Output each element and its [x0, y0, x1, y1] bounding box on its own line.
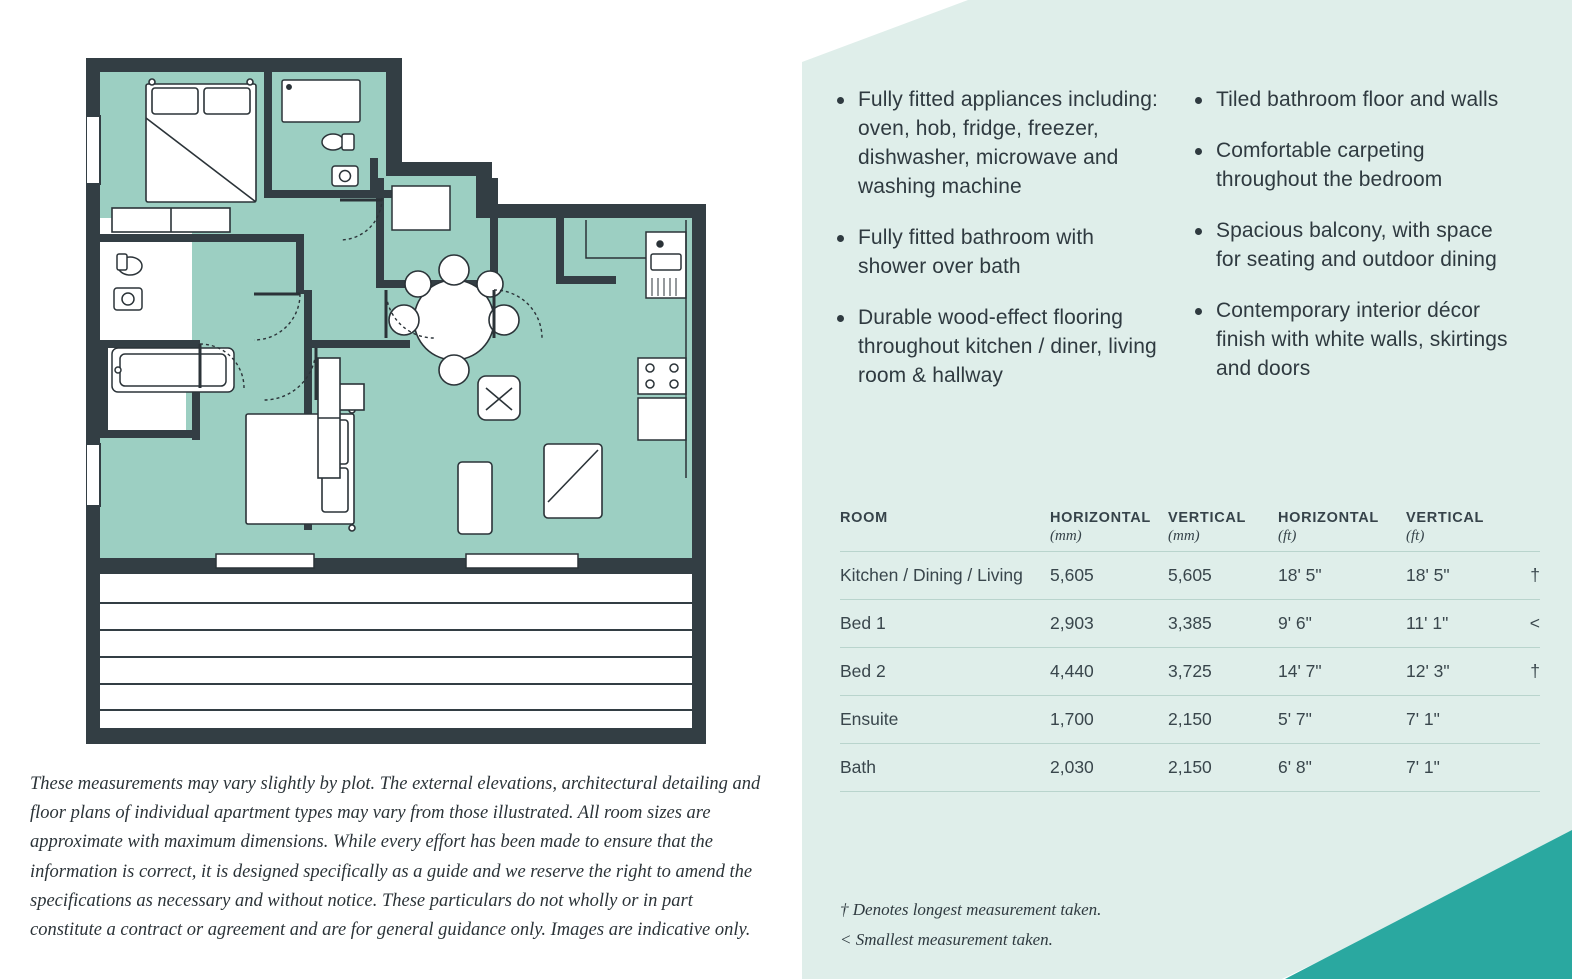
cell-horizontal-ft: 9' 6" [1278, 600, 1406, 648]
feature-item: Contemporary interior décor finish with white walls, skirtings and doors [1190, 297, 1520, 384]
table-row [840, 648, 1540, 696]
column-header-note [1506, 510, 1540, 552]
cell-horizontal-ft: 5' 7" [1278, 696, 1406, 744]
cell-vertical-ft: 12' 3" [1406, 648, 1506, 696]
footnote-longest: † Denotes longest measurement taken. [840, 900, 1102, 919]
cell-vertical-ft: 7' 1" [1406, 744, 1506, 792]
cell-vertical-mm: 3,725 [1168, 648, 1278, 696]
cell-vertical-ft: 11' 1" [1406, 600, 1506, 648]
table-row [840, 552, 1540, 600]
cell-vertical-mm: 5,605 [1168, 552, 1278, 600]
feature-item: Comfortable carpeting throughout the bedroom [1190, 137, 1520, 195]
cell-note: < [1506, 600, 1540, 648]
measurements-table-wrapper [840, 510, 1540, 792]
cell-room: Bath [840, 744, 1050, 792]
cell-horizontal-mm: 4,440 [1050, 648, 1168, 696]
column-header-horizontal-ft: HORIZONTAL (ft) [1278, 510, 1379, 544]
column-header-room: ROOM [840, 510, 888, 526]
cell-room: Ensuite [840, 696, 1050, 744]
cell-note: † [1506, 648, 1540, 696]
cell-horizontal-ft: 14' 7" [1278, 648, 1406, 696]
table-footnotes [840, 895, 1440, 955]
cell-horizontal-mm: 2,030 [1050, 744, 1168, 792]
feature-item: Spacious balcony, with space for seating and outdoor dining [1190, 217, 1520, 275]
cell-room: Kitchen / Dining / Living [840, 552, 1050, 600]
cell-note [1506, 696, 1540, 744]
table-header-row [840, 510, 1540, 552]
cell-horizontal-mm: 5,605 [1050, 552, 1168, 600]
features-column-left [832, 86, 1162, 413]
table-row [840, 600, 1540, 648]
disclaimer-text: These measurements may vary slightly by plot. The external elevations, architectural detailing and floor plans of individual apartment types may vary from those illustrated. All room sizes are approximate with maximum dimensions. While every effort has been made to ensure that the information is correct, it is designed specifically as a guide and we reserve the right to amend the specifications as necessary and without notice. These particulars do not wholly or in part constitute a contract or agreement and are for general guidance only. Images are indicative only. [30, 774, 761, 941]
cell-vertical-mm: 2,150 [1168, 744, 1278, 792]
table-row [840, 696, 1540, 744]
measurements-table [840, 510, 1540, 792]
cell-horizontal-ft: 6' 8" [1278, 744, 1406, 792]
cell-note [1506, 744, 1540, 792]
feature-item: Tiled bathroom floor and walls [1190, 86, 1520, 115]
feature-item: Durable wood-effect flooring throughout kitchen / diner, living room & hallway [832, 304, 1162, 391]
cell-vertical-ft: 7' 1" [1406, 696, 1506, 744]
cell-vertical-ft: 18' 5" [1406, 552, 1506, 600]
cell-vertical-mm: 2,150 [1168, 696, 1278, 744]
feature-item: Fully fitted bathroom with shower over bath [832, 224, 1162, 282]
cell-room: Bed 2 [840, 648, 1050, 696]
column-header-vertical-mm: VERTICAL (mm) [1168, 510, 1247, 544]
cell-note: † [1506, 552, 1540, 600]
table-row [840, 744, 1540, 792]
cell-horizontal-mm: 1,700 [1050, 696, 1168, 744]
features-section [832, 86, 1544, 413]
cell-horizontal-mm: 2,903 [1050, 600, 1168, 648]
cell-vertical-mm: 3,385 [1168, 600, 1278, 648]
footnote-smallest: < Smallest measurement taken. [840, 929, 1053, 949]
column-header-horizontal-mm: HORIZONTAL (mm) [1050, 510, 1151, 544]
floor-plan-drawing [86, 58, 706, 744]
cell-room: Bed 1 [840, 600, 1050, 648]
column-header-vertical-ft: VERTICAL (ft) [1406, 510, 1485, 544]
feature-item: Fully fitted appliances including: oven, hob, fridge, freezer, dishwasher, microwave and washing machine [832, 86, 1162, 202]
cell-horizontal-ft: 18' 5" [1278, 552, 1406, 600]
features-column-right [1190, 86, 1520, 413]
